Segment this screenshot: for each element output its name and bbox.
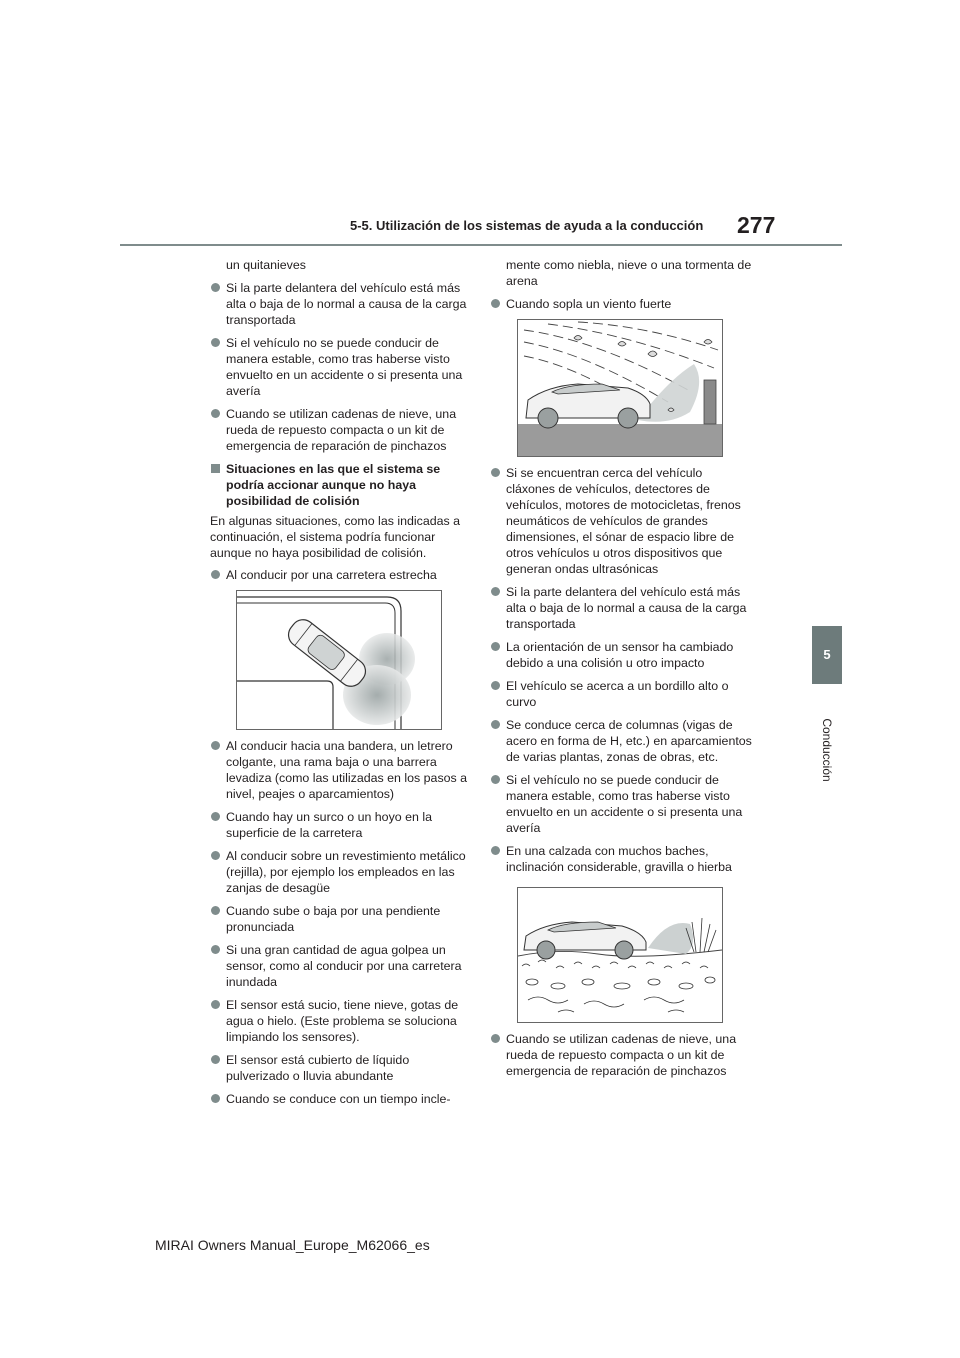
bullet-icon: [211, 741, 220, 750]
bullet-icon: [211, 1055, 220, 1064]
list-item: [490, 1031, 752, 1079]
bullet-icon: [491, 587, 500, 596]
bullet-icon: [491, 720, 500, 729]
page-number: 277: [737, 212, 776, 238]
bullet-text: Al conducir sobre un revestimiento metálico (rejilla), por ejemplo los empleados en las zanjas de desagüe: [226, 849, 466, 895]
list-item: [210, 280, 468, 328]
list-item: [490, 717, 752, 765]
list-item: [210, 848, 468, 896]
bullet-icon: [491, 299, 500, 308]
list-item: [490, 772, 752, 836]
list-item: [490, 678, 752, 710]
list-item: [210, 1091, 468, 1107]
bullet-icon: [211, 409, 220, 418]
bullet-icon: [211, 1094, 220, 1103]
bullet-icon: [211, 283, 220, 292]
bullet-text: El vehículo se acerca a un bordillo alto o curvo: [506, 679, 729, 709]
subheading-text: Situaciones en las que el sistema se podría accionar aunque no haya posibilidad de colisión: [226, 462, 441, 508]
bullet-icon: [211, 570, 220, 579]
bullet-text: Si una gran cantidad de agua golpea un sensor, como al conducir por una carretera inundada: [226, 943, 462, 989]
list-item: [490, 639, 752, 671]
bullet-text: Cuando se utilizan cadenas de nieve, una rueda de repuesto compacta o un kit de emergencia de reparación de pinchazos: [226, 407, 457, 453]
bullet-icon: [491, 468, 500, 477]
list-item: [490, 584, 752, 632]
footer-text: MIRAI Owners Manual_Europe_M62066_es: [155, 1237, 430, 1253]
chapter-tab-label: [806, 690, 848, 810]
intro-paragraph: En algunas situaciones, como las indicadas a continuación, el sistema podría funcionar aunque no haya posibilidad de colisión.: [210, 514, 461, 560]
header-rule: [120, 244, 842, 246]
bullet-icon: [491, 846, 500, 855]
bullet-text: El sensor está sucio, tiene nieve, gotas de agua o hielo. (Este problema se soluciona limpiando los sensores).: [226, 998, 459, 1044]
list-item: [490, 257, 752, 289]
rough-terrain-illustration: [517, 887, 723, 1023]
chapter-tab: 5: [812, 626, 842, 684]
continuation-text: un quitanieves: [226, 258, 306, 272]
continuation-text: mente como niebla, nieve o una tormenta de arena: [506, 258, 752, 288]
list-item: [210, 406, 468, 454]
left-column: [210, 257, 468, 1114]
bullet-text: Al conducir por una carretera estrecha: [226, 568, 437, 582]
bullet-icon: [211, 945, 220, 954]
list-item: [490, 296, 752, 312]
list-item: [210, 335, 468, 399]
square-bullet-icon: [211, 464, 220, 473]
bullet-text: En una calzada con muchos baches, inclinación considerable, gravilla o hierba: [506, 844, 732, 874]
bullet-text: El sensor está cubierto de líquido pulverizado o lluvia abundante: [226, 1053, 410, 1083]
narrow-road-illustration: [236, 590, 442, 730]
bullet-text: Al conducir hacia una bandera, un letrero colgante, una rama baja o una barrera levadiza (como las utilizadas en los pasos a nivel, peajes o aparcamientos): [226, 739, 468, 801]
bullet-text: Cuando sube o baja por una pendiente pronunciada: [226, 904, 441, 934]
list-item: [210, 1052, 468, 1084]
list-item: [490, 465, 752, 577]
bullet-text: Si el vehículo no se puede conducir de manera estable, como tras haberse visto envuelto en un accidente o si presenta una avería: [226, 336, 463, 398]
bullet-text: Se conduce cerca de columnas (vigas de acero en forma de H, etc.) en aparcamientos de varias plantas, zonas de obras, etc.: [506, 718, 752, 764]
bullet-icon: [211, 1000, 220, 1009]
bullet-icon: [491, 642, 500, 651]
bullet-icon: [211, 812, 220, 821]
bullet-icon: [211, 906, 220, 915]
bullet-text: Cuando hay un surco o un hoyo en la superficie de la carretera: [226, 810, 432, 840]
bullet-text: Si la parte delantera del vehículo está más alta o baja de lo normal a causa de la carga transportada: [506, 585, 747, 631]
subheading: [210, 461, 468, 509]
bullet-text: Cuando se utilizan cadenas de nieve, una rueda de repuesto compacta o un kit de emergencia de reparación de pinchazos: [506, 1032, 737, 1078]
list-item: [210, 997, 468, 1045]
bullet-icon: [211, 851, 220, 860]
bullet-icon: [211, 338, 220, 347]
list-item: [210, 567, 468, 583]
list-item: [210, 257, 468, 273]
bullet-icon: [491, 775, 500, 784]
bullet-text: Cuando se conduce con un tiempo incle-: [226, 1092, 451, 1106]
list-item: [490, 843, 752, 875]
strong-wind-illustration: [517, 319, 723, 457]
bullet-text: Si se encuentran cerca del vehículo cláxones de vehículos, detectores de vehículos, motores de motocicletas, frenos neumáticos de vehículos de grandes dimensiones, el sónar de espacio libre de otros vehículos u otros dispositivos que generan ondas ultrasónicas: [506, 466, 741, 576]
header-section-title: 5-5. Utilización de los sistemas de ayuda a la conducción: [350, 218, 704, 233]
list-item: [210, 809, 468, 841]
list-item: [210, 942, 468, 990]
list-item: [210, 903, 468, 935]
bullet-text: Si el vehículo no se puede conducir de manera estable, como tras haberse visto envuelto en un accidente o si presenta una avería: [506, 773, 743, 835]
bullet-text: Si la parte delantera del vehículo está más alta o baja de lo normal a causa de la carga transportada: [226, 281, 467, 327]
bullet-icon: [491, 1034, 500, 1043]
bullet-icon: [491, 681, 500, 690]
bullet-text: La orientación de un sensor ha cambiado debido a una colisión u otro impacto: [506, 640, 734, 670]
chapter-label-text: Conducción: [820, 718, 834, 782]
bullet-text: Cuando sopla un viento fuerte: [506, 297, 672, 311]
list-item: [210, 738, 468, 802]
right-column: [490, 257, 752, 1086]
